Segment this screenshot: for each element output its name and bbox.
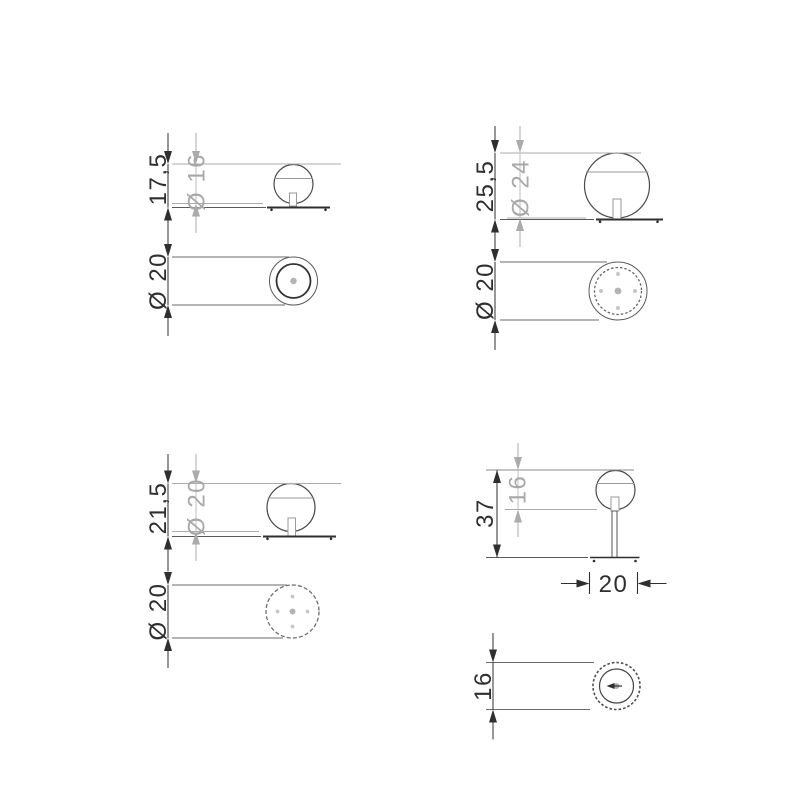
center-arrow-left-icon bbox=[607, 683, 615, 689]
arrowhead-up-icon bbox=[493, 470, 501, 483]
arrowhead-up-icon bbox=[164, 208, 172, 221]
knob-front-view bbox=[589, 262, 647, 320]
height-dimension-label: 37 bbox=[472, 498, 499, 528]
screw-mark-dot bbox=[599, 289, 603, 293]
center-dot bbox=[290, 609, 296, 615]
knob-front-view bbox=[270, 257, 318, 305]
arrowhead-down-icon bbox=[489, 650, 497, 663]
base-diameter-label: Ø 20 bbox=[145, 251, 172, 311]
screw-mark-dot bbox=[616, 306, 620, 310]
knob-side-view bbox=[585, 153, 664, 223]
head-diameter-label: 16 bbox=[504, 474, 532, 505]
screw-mark-dot bbox=[276, 610, 280, 614]
dimension-overall-height bbox=[472, 126, 499, 249]
arrowhead-down-icon bbox=[491, 249, 499, 262]
base-end-mark bbox=[324, 209, 327, 212]
base-foot-mark bbox=[593, 560, 596, 563]
arrowhead-up-icon bbox=[514, 510, 522, 523]
dimension-head-diameter bbox=[508, 126, 535, 247]
screw-mark-dot bbox=[633, 289, 637, 293]
dimension-head-diameter bbox=[505, 443, 532, 537]
base-width-label: 20 bbox=[598, 571, 629, 598]
knob-front-view bbox=[266, 585, 319, 638]
dimension-overall-height bbox=[145, 133, 172, 238]
arrowhead-down-icon bbox=[516, 140, 524, 153]
dimension-overall-height bbox=[145, 454, 172, 566]
figure-front-view-16 bbox=[470, 633, 640, 740]
screw-mark-dot bbox=[291, 595, 295, 599]
center-dot bbox=[290, 278, 296, 284]
knob-side-view bbox=[267, 165, 330, 212]
figure-knob-37 bbox=[472, 443, 667, 598]
screw-mark-dot bbox=[291, 625, 295, 629]
arrowhead-left-icon bbox=[638, 580, 651, 588]
arrowhead-down-icon bbox=[491, 140, 499, 153]
front-diameter-label: 16 bbox=[470, 671, 497, 701]
knob-stem bbox=[288, 518, 296, 536]
base-end-mark bbox=[266, 538, 269, 541]
head-diameter-label: Ø 20 bbox=[183, 477, 211, 537]
base-diameter-label: Ø 20 bbox=[472, 261, 499, 321]
dimension-base-width bbox=[561, 571, 667, 598]
arrowhead-up-icon bbox=[491, 320, 499, 333]
screw-mark-dot bbox=[306, 610, 310, 614]
arrowhead-up-icon bbox=[489, 710, 497, 723]
base-end-mark bbox=[330, 538, 333, 541]
base-foot-mark bbox=[634, 560, 637, 563]
dimension-overall-height bbox=[472, 470, 501, 558]
arrowhead-down-icon bbox=[493, 545, 501, 558]
base-end-mark bbox=[656, 221, 659, 224]
base-end-mark bbox=[599, 221, 602, 224]
arrowhead-right-icon bbox=[577, 580, 590, 588]
dimension-head-diameter bbox=[184, 454, 211, 561]
dimension-head-diameter bbox=[184, 133, 211, 233]
dimension-front-diameter bbox=[470, 633, 497, 740]
knob-stem bbox=[290, 193, 297, 206]
height-dimension-label: 21,5 bbox=[145, 481, 172, 535]
dimension-base-diameter bbox=[472, 233, 499, 350]
knob-side-view bbox=[263, 484, 336, 541]
arrowhead-down-icon bbox=[164, 471, 172, 484]
arrowhead-up-icon bbox=[164, 537, 172, 550]
figure-knob-21-5 bbox=[145, 454, 341, 668]
head-diameter-label: Ø 24 bbox=[507, 158, 535, 218]
knob-neck bbox=[611, 497, 619, 511]
center-dot bbox=[615, 288, 622, 295]
arrowhead-up-icon bbox=[491, 220, 499, 233]
head-diameter-label: Ø 16 bbox=[183, 152, 211, 212]
knob-stem bbox=[613, 199, 621, 219]
figure-knob-17-5 bbox=[145, 133, 341, 336]
base-diameter-label: Ø 20 bbox=[145, 582, 172, 641]
screw-mark-dot bbox=[616, 272, 620, 276]
knob-front-view bbox=[593, 663, 640, 710]
knob-stem bbox=[612, 511, 617, 558]
figure-knob-25-5 bbox=[472, 126, 663, 350]
arrowhead-down-icon bbox=[514, 457, 522, 470]
dimension-base-diameter bbox=[145, 227, 172, 336]
dimension-base-diameter bbox=[145, 555, 172, 668]
height-dimension-label: 25,5 bbox=[472, 159, 499, 213]
knob-side-view bbox=[590, 471, 640, 563]
base-end-mark bbox=[270, 209, 273, 212]
height-dimension-label: 17,5 bbox=[145, 152, 172, 206]
